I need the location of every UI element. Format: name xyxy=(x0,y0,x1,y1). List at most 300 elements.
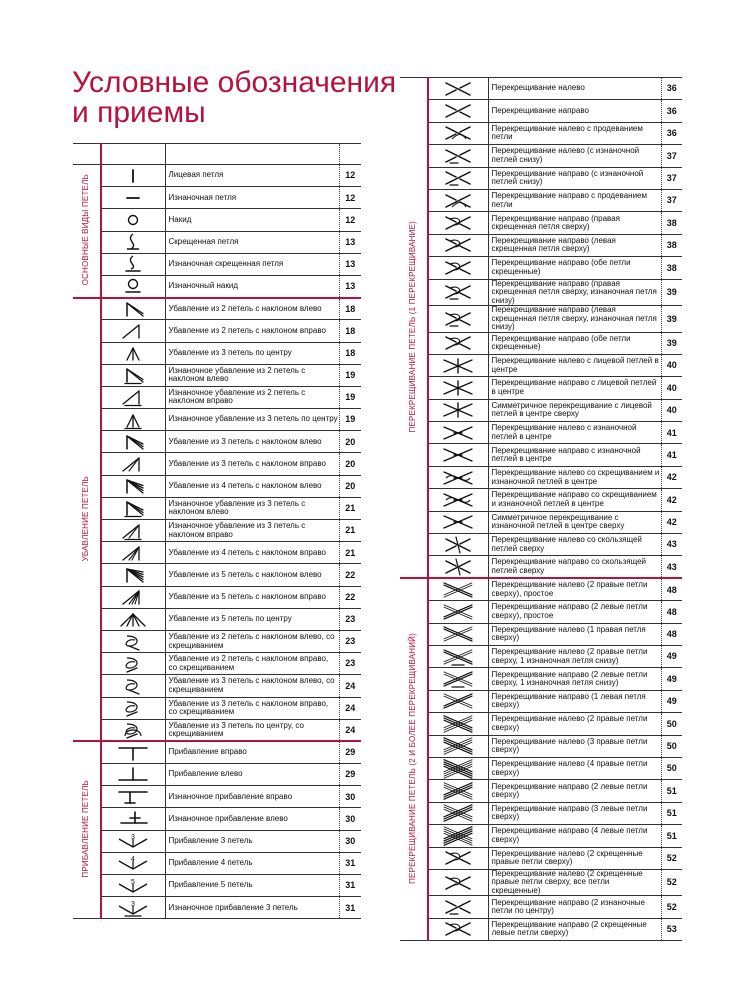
legend-row xyxy=(73,520,361,542)
symbol-cell xyxy=(428,918,488,940)
page-number: 12 xyxy=(339,209,361,231)
page-number: 21 xyxy=(339,520,361,542)
symbol-cell xyxy=(428,167,488,189)
symbol-description: Скрещенная петля xyxy=(168,236,239,246)
legend-row xyxy=(73,675,361,697)
legend-row xyxy=(400,713,682,735)
page-number: 21 xyxy=(339,497,361,519)
page-number: 18 xyxy=(339,320,361,342)
symbol-cell xyxy=(428,896,488,918)
legend-row xyxy=(73,409,361,431)
dec5-center-icon xyxy=(113,609,153,629)
symbol-cell xyxy=(101,719,165,741)
symbol-cell xyxy=(428,511,488,533)
k2tog-left-icon xyxy=(113,299,153,319)
legend-row xyxy=(73,497,361,519)
cross2-left-simple-icon xyxy=(438,580,478,600)
cross-left-purl-center-icon xyxy=(438,423,478,443)
symbol-description: Симметричное перекрещивание с лицевой петлей в центре сверху xyxy=(491,400,652,419)
legend-row xyxy=(73,386,361,408)
legend-row xyxy=(73,586,361,608)
page-number: 48 xyxy=(661,601,682,623)
legend-row xyxy=(73,431,361,453)
symbol-cell xyxy=(101,542,165,564)
legend-row xyxy=(73,298,361,320)
section-label xyxy=(400,78,428,579)
cross-right-twisted-r-icon xyxy=(438,213,478,233)
symbol-cell xyxy=(101,497,165,519)
symbol-description: Перекрещивание направо (2 скрещенные левые петли сверху) xyxy=(491,919,647,938)
right-legend-table xyxy=(400,77,682,941)
page-number: 40 xyxy=(661,377,682,399)
legend-row xyxy=(400,279,682,306)
symbol-description: Перекрещивание направо (левая скрещенная петля сверху) xyxy=(491,235,616,254)
symbol-description: Изнаночная петля xyxy=(168,192,237,202)
symbol-description: Перекрещивание налево xyxy=(491,83,585,93)
symbol-cell xyxy=(428,377,488,399)
page-number: 22 xyxy=(339,586,361,608)
symbol-description: Убавление из 3 петель с наклоном вправо, со скрещиванием xyxy=(168,698,329,717)
symbol-cell xyxy=(428,578,488,600)
dec4-left-icon xyxy=(113,476,153,496)
page-number: 37 xyxy=(661,189,682,211)
symbol-cell xyxy=(428,466,488,488)
symbol-description: Симметричное перекрещивание с изнаночной петлей в центре сверху xyxy=(491,512,625,531)
section-label-text: ОСНОВНЫЕ ВИДЫ ПЕТЕЛЬ xyxy=(81,173,91,286)
symbol-cell xyxy=(101,320,165,342)
legend-row xyxy=(400,466,682,488)
legend-row xyxy=(400,212,682,234)
section-label xyxy=(73,741,101,919)
legend-row xyxy=(73,320,361,342)
twisted-dec3-left-icon xyxy=(113,676,153,696)
symbol-description: Перекрещивание направо (2 изнаночные петли по центру) xyxy=(491,897,645,916)
page-number: 12 xyxy=(339,187,361,209)
symbol-cell xyxy=(428,847,488,869)
legend-row xyxy=(400,623,682,645)
legend-row xyxy=(400,847,682,869)
symbol-description: Перекрещивание направо с изнаночной петлей в центре xyxy=(491,445,641,464)
svg-text:5: 5 xyxy=(131,878,136,886)
symbol-description: Перекрещивание налево (1 правая петля сверху) xyxy=(491,624,646,643)
legend-row xyxy=(400,122,682,144)
legend-row xyxy=(73,741,361,763)
page-number: 20 xyxy=(339,475,361,497)
legend-row xyxy=(400,735,682,757)
page-number: 30 xyxy=(339,830,361,852)
legend-row xyxy=(400,399,682,421)
purl-dec2-left-icon xyxy=(113,365,153,385)
symbol-description: Прибавление 4 петель xyxy=(168,858,253,868)
symbol-description: Перекрещивание налево (3 правые петли сверху) xyxy=(491,736,648,755)
page-number: 42 xyxy=(661,489,682,511)
symbol-cell xyxy=(101,231,165,253)
legend-row xyxy=(400,78,682,100)
legend-row xyxy=(73,697,361,719)
symbol-cell xyxy=(428,234,488,256)
symbol-description: Перекрещивание направо со скользящей петлей сверху xyxy=(491,557,647,575)
legend-row xyxy=(400,668,682,690)
page-number: 50 xyxy=(661,713,682,735)
symbol-cell xyxy=(428,422,488,444)
cross-right-purl-center-icon xyxy=(438,445,478,465)
symbol-cell xyxy=(101,165,165,187)
symbol-description: Перекрещивание налево со скрещиванием и изнаночной петлей в центре xyxy=(491,468,660,486)
legend-row xyxy=(73,719,361,741)
header-cell xyxy=(165,144,339,165)
symbol-description: Убавление из 2 петель с наклоном вправо, со скрещиванием xyxy=(168,654,329,672)
symbol-description: Перекрещивание направо (правая скрещенная петля сверху) xyxy=(491,213,620,232)
inc5-icon xyxy=(113,876,153,896)
page-number: 39 xyxy=(661,332,682,354)
section-label xyxy=(400,578,428,940)
page-number: 24 xyxy=(339,697,361,719)
cross-right-twisted-purl-center-icon xyxy=(438,490,478,510)
cross-right-pulled-icon xyxy=(438,191,478,211)
symbol-cell xyxy=(101,808,165,830)
legend-row xyxy=(400,802,682,824)
symbol-description: Перекрещивание направо (2 левые петли сверху, 1 изнаночная петля снизу) xyxy=(491,669,648,688)
purl-dec3-left-icon xyxy=(113,498,153,518)
symbol-description: Перекрещивание направо xyxy=(491,105,589,115)
legend-row xyxy=(400,422,682,444)
section-label-text: УБАВЛЕНИЕ ПЕТЕЛЬ xyxy=(81,475,91,561)
legend-row xyxy=(73,852,361,874)
symbol-cell xyxy=(101,475,165,497)
page-number: 36 xyxy=(661,100,682,122)
symbol-description: Изнаночное убавление из 3 петель с наклоном вправо xyxy=(168,521,306,539)
legend-row xyxy=(73,453,361,475)
cross-right-twisted-purl-icon xyxy=(438,282,478,302)
dec4-right-icon xyxy=(113,543,153,563)
page-number: 36 xyxy=(661,78,682,100)
cross2-left-1r-icon xyxy=(438,624,478,644)
legend-row xyxy=(400,377,682,399)
symbol-cell xyxy=(428,257,488,279)
legend-row xyxy=(400,780,682,802)
cross4-left-4r-icon xyxy=(438,759,478,779)
page-number: 30 xyxy=(339,786,361,808)
symbol-description: Убавление из 3 петель с наклоном влево xyxy=(168,436,322,446)
symbol-cell xyxy=(428,623,488,645)
symbol-cell xyxy=(428,713,488,735)
cross-sym-knit-center-icon xyxy=(438,400,478,420)
symbol-description: Изнаночное прибавление влево xyxy=(168,813,288,823)
symbol-description: Перекрещивание направо (2 левые петли сверху), простое xyxy=(491,602,648,620)
symbol-cell xyxy=(428,735,488,757)
cross-left-icon xyxy=(438,79,478,99)
symbol-cell xyxy=(101,298,165,320)
page-number: 21 xyxy=(339,542,361,564)
cross-left-slipped-icon xyxy=(438,535,478,555)
cross-left-knit-center-icon xyxy=(438,356,478,376)
page-number: 51 xyxy=(661,802,682,824)
page-number: 49 xyxy=(661,645,682,667)
symbol-description: Прибавление вправо xyxy=(168,747,247,757)
page-number: 19 xyxy=(339,409,361,431)
symbol-description: Изнаночное убавление из 3 петель с наклоном влево xyxy=(168,498,306,517)
page-number: 20 xyxy=(339,431,361,453)
k2tog-right-icon xyxy=(113,321,153,341)
symbol-cell xyxy=(101,852,165,874)
legend-row xyxy=(400,578,682,600)
page-number: 13 xyxy=(339,275,361,297)
dec5-right-icon xyxy=(113,587,153,607)
cross-left-twisted-purl-center-icon xyxy=(438,468,478,488)
cross-right-slipped-icon xyxy=(438,557,478,577)
title-line-1: Условные обозначения xyxy=(72,66,397,99)
page-number: 24 xyxy=(339,675,361,697)
symbol-description: Прибавление 3 петель xyxy=(168,835,253,845)
legend-row xyxy=(73,764,361,786)
symbol-cell xyxy=(101,520,165,542)
cross-right-icon xyxy=(438,101,478,121)
symbol-description: Перекрещивание налево с лицевой петлей в центре xyxy=(491,356,659,374)
legend-row xyxy=(400,511,682,533)
section-label-text: ПЕРЕКРЕЩИВАНИЕ ПЕТЕЛЬ (1 ПЕРЕКРЕЩИВАНИЕ) xyxy=(408,220,418,433)
header-cell xyxy=(73,144,101,165)
symbol-description: Накид xyxy=(168,214,192,224)
page-number: 43 xyxy=(661,556,682,578)
legend-row xyxy=(400,690,682,712)
left-legend-table xyxy=(73,143,361,919)
legend-row xyxy=(73,364,361,386)
legend-row xyxy=(400,332,682,354)
page-number: 40 xyxy=(661,399,682,421)
section-label xyxy=(73,298,101,742)
cross3-right-3l-icon xyxy=(438,803,478,823)
cross4-right-4l-icon xyxy=(438,826,478,846)
twisted-dec3-right-icon xyxy=(113,698,153,718)
symbol-description: Перекрещивание направо (левая скрещенная петля сверху, изнаночная петля снизу) xyxy=(491,305,657,332)
twisted-dec2-right-icon xyxy=(113,654,153,674)
symbol-cell xyxy=(428,645,488,667)
symbol-cell xyxy=(101,586,165,608)
symbol-cell xyxy=(428,100,488,122)
symbol-cell xyxy=(101,409,165,431)
symbol-cell xyxy=(101,209,165,231)
symbol-description: Убавление из 5 петель по центру xyxy=(168,614,292,624)
page-number: 39 xyxy=(661,306,682,333)
symbol-cell xyxy=(428,757,488,779)
page-number: 43 xyxy=(661,534,682,556)
legend-row xyxy=(400,896,682,918)
symbol-description: Перекрещивание налево (с изнаночной петлей снизу) xyxy=(491,146,640,164)
symbol-cell xyxy=(101,608,165,630)
page-number: 42 xyxy=(661,511,682,533)
legend-row xyxy=(73,564,361,586)
legend-row xyxy=(73,475,361,497)
symbol-cell xyxy=(428,399,488,421)
symbol-description: Перекрещивание направо с лицевой петлей в центре xyxy=(491,378,657,396)
section-label-text: ПЕРЕКРЕЩИВАНИЕ ПЕТЕЛЬ (2 И БОЛЕЕ ПЕРЕКРЕЩИВАНИЙ) xyxy=(408,633,418,884)
symbol-description: Перекрещивание налево (2 скрещенные правые петли сверху, все петли скрещенные) xyxy=(491,869,643,895)
symbol-description: Убавление из 5 петель с наклоном влево xyxy=(168,569,322,579)
symbol-description: Перекрещивание направо (3 левые петли сверху) xyxy=(491,803,648,822)
cross-sym-purl-center-icon xyxy=(438,512,478,532)
symbol-description: Убавление из 2 петель с наклоном влево, со скрещиванием xyxy=(168,632,335,650)
dec3-right-icon xyxy=(113,454,153,474)
header-cell xyxy=(339,144,361,165)
cross-twisted-right-2l-icon xyxy=(438,919,478,939)
legend-row xyxy=(400,534,682,556)
page-number: 36 xyxy=(661,122,682,144)
knit-stitch-icon xyxy=(113,166,153,186)
page-number: 22 xyxy=(339,564,361,586)
page-number: 53 xyxy=(661,918,682,940)
page-number: 19 xyxy=(339,386,361,408)
title-line-2: и приемы xyxy=(72,96,206,129)
page-number: 13 xyxy=(339,253,361,275)
symbol-cell xyxy=(101,386,165,408)
symbol-description: Изнаночный накид xyxy=(168,281,239,291)
purl-dec3-center-icon xyxy=(113,410,153,430)
twisted-purl-icon xyxy=(113,254,153,274)
symbol-cell xyxy=(428,444,488,466)
cross3-left-2r-icon xyxy=(438,714,478,734)
purl-dec2-right-icon xyxy=(113,387,153,407)
page-number: 39 xyxy=(661,279,682,306)
page-number: 12 xyxy=(339,165,361,187)
page-number: 20 xyxy=(339,453,361,475)
page-number: 23 xyxy=(339,608,361,630)
legend-row xyxy=(400,444,682,466)
symbol-cell xyxy=(101,830,165,852)
symbol-cell xyxy=(101,564,165,586)
symbol-cell xyxy=(428,802,488,824)
page-number: 38 xyxy=(661,257,682,279)
symbol-description: Перекрещивание налево с продеванием петли xyxy=(491,123,643,142)
symbol-cell xyxy=(428,869,488,896)
page-number: 18 xyxy=(339,298,361,320)
symbol-description: Убавление из 3 петель по центру, со скрещиванием xyxy=(168,720,304,739)
page-number: 49 xyxy=(661,690,682,712)
symbol-cell xyxy=(428,78,488,100)
symbol-description: Убавление из 4 петель с наклоном вправо xyxy=(168,547,326,557)
legend-row xyxy=(73,875,361,897)
symbol-cell xyxy=(101,697,165,719)
symbol-description: Изнаночное прибавление вправо xyxy=(168,791,293,801)
symbol-description: Убавление из 4 петель с наклоном влево xyxy=(168,480,322,490)
cross-right-twisted-l-icon xyxy=(438,235,478,255)
symbol-cell xyxy=(428,825,488,847)
symbol-description: Перекрещивание направо (4 левые петли сверху) xyxy=(491,826,648,844)
page-number: 52 xyxy=(661,869,682,896)
legend-row xyxy=(400,556,682,578)
symbol-description: Перекрещивание направо (обе петли скрещенные) xyxy=(491,258,631,276)
page-number: 38 xyxy=(661,234,682,256)
legend-row xyxy=(400,601,682,623)
symbol-description: Перекрещивание направо (2 левые петли сверху) xyxy=(491,781,648,800)
page-number: 42 xyxy=(661,466,682,488)
symbol-description: Прибавление влево xyxy=(168,769,243,779)
page-number: 49 xyxy=(661,668,682,690)
page-number: 31 xyxy=(339,875,361,897)
symbol-cell xyxy=(428,212,488,234)
section-label-text: ПРИБАВЛЕНИЕ ПЕТЕЛЬ xyxy=(81,780,91,878)
symbol-cell xyxy=(101,342,165,364)
legend-row xyxy=(73,209,361,231)
legend-row xyxy=(400,918,682,940)
page-number: 51 xyxy=(661,780,682,802)
legend-row xyxy=(400,145,682,167)
symbol-description: Перекрещивание направо (1 левая петля сверху) xyxy=(491,691,646,710)
symbol-cell xyxy=(101,786,165,808)
purl-inc-left-icon xyxy=(113,809,153,829)
legend-row xyxy=(400,354,682,376)
cross2-right-1l-icon xyxy=(438,691,478,711)
page-number: 37 xyxy=(661,145,682,167)
symbol-description: Изнаночное убавление из 2 петель с наклоном влево xyxy=(168,365,306,384)
yarn-over-icon xyxy=(113,210,153,230)
cross-left-purl-icon xyxy=(438,146,478,166)
cross-right-purl-icon xyxy=(438,168,478,188)
legend-row xyxy=(73,897,361,919)
symbol-cell xyxy=(101,253,165,275)
symbol-description: Изнаночная скрещенная петля xyxy=(168,259,284,269)
inc4-icon xyxy=(113,853,153,873)
symbol-cell xyxy=(428,668,488,690)
page-number: 23 xyxy=(339,630,361,652)
cross3-left-3r-icon xyxy=(438,736,478,756)
cross-right-twisted-purl-l-icon xyxy=(438,309,478,329)
cross-left-pulled-icon xyxy=(438,123,478,143)
svg-text:3: 3 xyxy=(131,900,136,908)
cross-right-both-twisted-2-icon xyxy=(438,333,478,353)
page-number: 23 xyxy=(339,653,361,675)
header-cell xyxy=(101,144,165,165)
page-number: 48 xyxy=(661,623,682,645)
symbol-cell xyxy=(428,601,488,623)
purl-yarn-over-icon xyxy=(113,276,153,296)
dec5-left-icon xyxy=(113,565,153,585)
legend-row xyxy=(73,542,361,564)
legend-row xyxy=(73,275,361,297)
symbol-cell xyxy=(101,275,165,297)
symbol-cell xyxy=(428,534,488,556)
legend-row xyxy=(73,231,361,253)
legend-row xyxy=(73,786,361,808)
symbol-cell xyxy=(101,675,165,697)
legend-row xyxy=(73,830,361,852)
symbol-cell xyxy=(428,189,488,211)
legend-row xyxy=(73,808,361,830)
svg-text:3: 3 xyxy=(131,834,136,842)
symbol-description: Изнаночное убавление из 2 петель с наклоном вправо xyxy=(168,387,306,406)
symbol-cell xyxy=(101,897,165,919)
legend-row xyxy=(400,645,682,667)
symbol-cell xyxy=(428,145,488,167)
inc3-icon xyxy=(113,831,153,851)
page-number: 50 xyxy=(661,735,682,757)
legend-row xyxy=(400,100,682,122)
page-number: 19 xyxy=(339,364,361,386)
legend-row xyxy=(73,187,361,209)
symbol-description: Убавление из 2 петель с наклоном вправо xyxy=(168,325,326,335)
page-number: 31 xyxy=(339,852,361,874)
page-number: 52 xyxy=(661,896,682,918)
cross-right-2purl-icon xyxy=(438,897,478,917)
symbol-description: Убавление из 3 петель по центру xyxy=(168,347,292,357)
cross3-right-2l-icon xyxy=(438,781,478,801)
symbol-cell xyxy=(101,453,165,475)
symbol-cell xyxy=(101,741,165,763)
symbol-description: Перекрещивание направо (правая скрещенная петля сверху, изнаночная петля снизу) xyxy=(491,279,657,305)
section-label xyxy=(73,165,101,298)
twisted-knit-icon xyxy=(113,232,153,252)
legend-header-row xyxy=(73,144,361,165)
cross-right-knit-center-icon xyxy=(438,378,478,398)
